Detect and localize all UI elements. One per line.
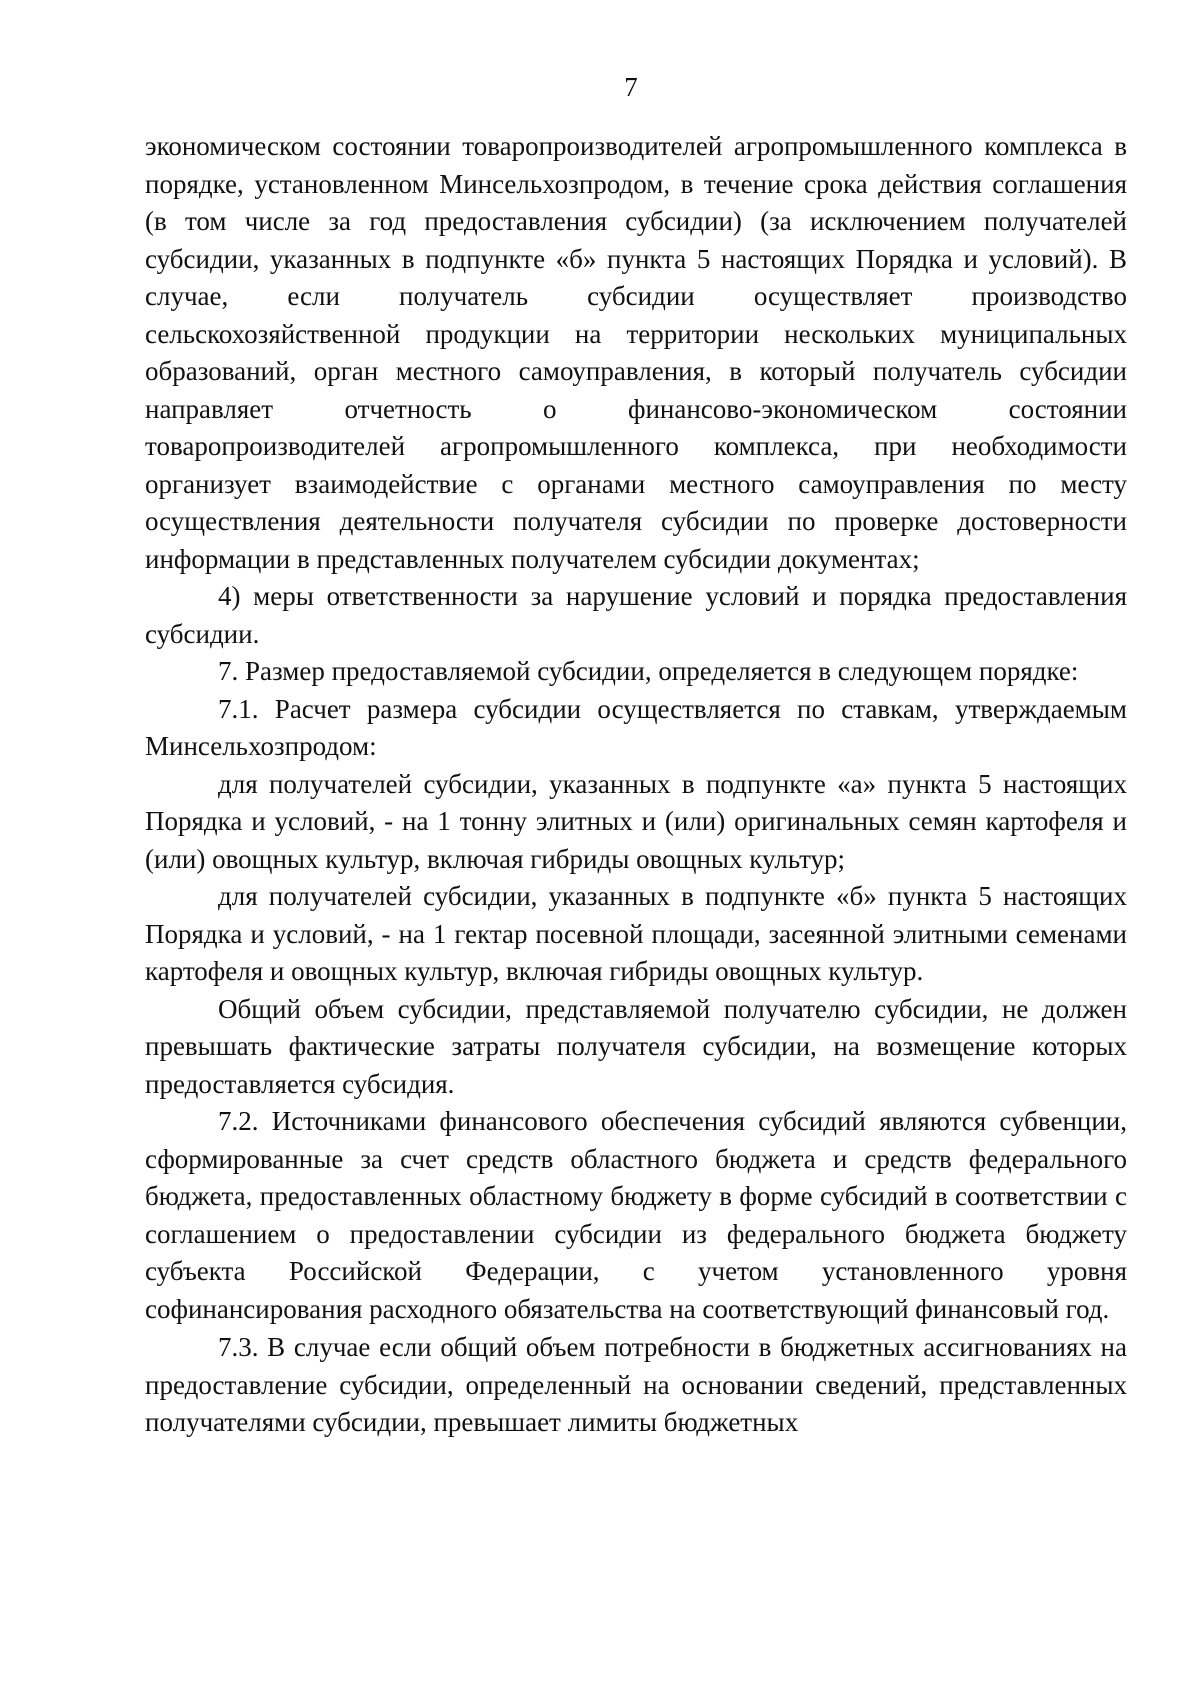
paragraph-section-7: 7. Размер предоставляемой субсидии, определяется в следующем порядке: [218, 656, 1079, 686]
paragraph-continuation: экономическом состоянии товаропроизводителей агропромышленного комплекса в порядке, установленном Минсельхозпродом, в течение срока действия соглашения (в том числе за год предоставления субсидии) (за исключением получателей субсидии, указанных в подпункте «б» пункта 5 настоящих Порядка и условий). В случае, если получатель субсидии осуществляет производство сельскохозяйственной продукции на территории нескольких муниципальных образований, орган местного самоуправления, в который получатель субсидии направляет отчетность о финансово-экономическом состоянии товаропроизводителей агропромышленного комплекса, при необходимости организует взаимодействие с органами местного самоуправления по месту осуществления деятельности получателя субсидии по проверке достоверности информации в представленных получателем субсидии документах; [145, 131, 1127, 574]
paragraph-total-volume: Общий объем субсидии, представляемой получателю субсидии, не должен превышать фактические затраты получателя субсидии, на возмещение которых предоставляется субсидия. [145, 993, 1127, 1099]
document-body [145, 128, 1127, 1442]
paragraph-recipients-a: для получателей субсидии, указанных в подпункте «а» пункта 5 настоящих Порядка и условий, - на 1 тонну элитных и (или) оригинальных семян картофеля и (или) овощных культур, включая гибриды овощных культур; [145, 768, 1127, 874]
page-number: 7 [624, 72, 638, 102]
paragraph-recipients-b: для получателей субсидии, указанных в подпункте «б» пункта 5 настоящих Порядка и условий, - на 1 гектар посевной площади, засеянной элитными семенами картофеля и овощных культур, включая гибриды овощных культур. [145, 881, 1127, 986]
paragraph-item-4: 4) меры ответственности за нарушение условий и порядка предоставления субсидии. [145, 581, 1127, 649]
paragraph-section-7-3: 7.3. В случае если общий объем потребности в бюджетных ассигнованиях на предоставление субсидии, определенный на основании сведений, представленных получателями субсидии, превышает лимиты бюджетных [145, 1332, 1127, 1437]
paragraph-section-7-1: 7.1. Расчет размера субсидии осуществляется по ставкам, утверждаемым Минсельхозпродом: [145, 693, 1127, 761]
paragraph-section-7-2: 7.2. Источниками финансового обеспечения субсидий являются субвенции, сформированные за счет средств областного бюджета и средств федерального бюджета, предоставленных областному бюджету в форме субсидий в соответствии с соглашением о предоставлении субсидии из федерального бюджета бюджету субъекта Российской Федерации, с учетом установленного уровня софинансирования расходного обязательства на соответствующий финансовый год. [145, 1106, 1127, 1324]
